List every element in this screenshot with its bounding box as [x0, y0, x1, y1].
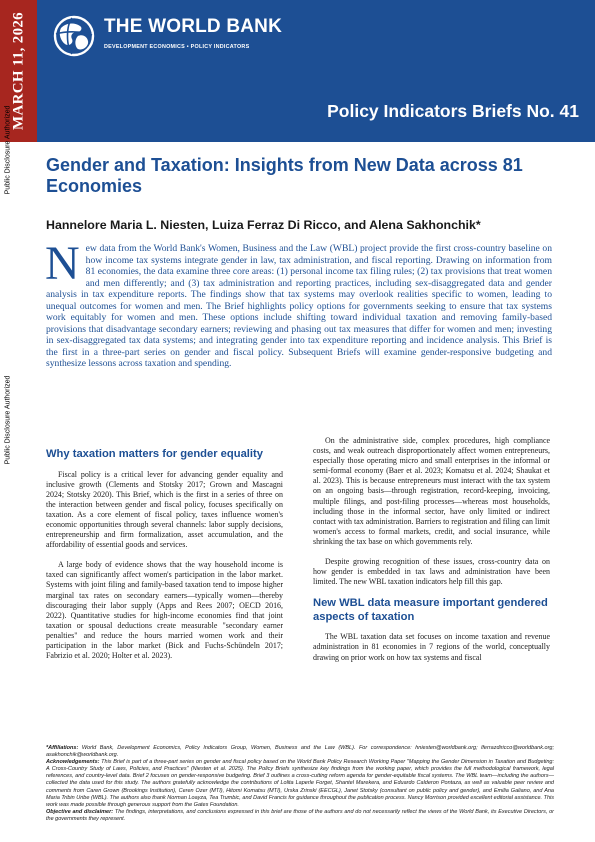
abstract-text: ew data from the World Bank's Women, Business and the Law (WBL) project provide the first cross-country baseline on how income tax systems integrate gender in law, tax administration, and fiscal reporting. Drawing on information from 81 economies, the data examine three core areas: (1) personal income tax filing rules; (2) tax provisions that treat women and men differently; and (3) tax administration and reporting practices, including sex-disaggregated data and gender analysis in tax expenditure reports. The findings show that tax systems may overlook realities specific to women, leading to unequal outcomes for women and men. The Brief highlights policy options for governments seeking to ensure that tax systems work equitably for women and men. These options include shifting toward individual taxation and removing family-based provisions that disadvantage secondary earners; reviewing and phasing out tax measures that differ for women and men; investing in sex-disaggregated tax data systems; and integrating gender into tax expenditure reporting and incidence analysis. This Brief is the first in a three-part series on gender and fiscal policy. Subsequent Briefs will examine gender-responsive budgeting and synthesize lessons across taxation and spending.: [46, 243, 552, 370]
footnote-disclaimer: Objective and disclaimer: The findings, interpretations, and conclusions expressed in this brief are those of the authors and do not necessarily reflect the views of the World Bank, its Executive Directors, or the governments they represent.: [46, 808, 555, 822]
body-paragraph: Fiscal policy is a critical lever for advancing gender equality and inclusive growth (Clements and Stotsky 2017; Grown and Mascagni 2024; Stotsky 2020). This Brief, which is the first in a series of three on the interaction between gender and fiscal policy, focuses specifically on taxation. As a core element of fiscal policy, taxes influence women's economic opportunities through several channels: labor supply decisions, entrepreneurship and firm formalization, asset accumulation, and the affordability of essential goods and services.: [46, 469, 283, 550]
abstract: [45, 237, 552, 370]
footnote-label: Acknowledgements:: [46, 759, 100, 766]
publication-date: MARCH 11, 2026: [10, 12, 27, 130]
body-paragraph: Despite growing recognition of these issues, cross-country data on how gender is embedded in tax laws and administration have been limited. The new WBL taxation indicators help fill this gap.: [313, 557, 550, 587]
logo-tagline: DEVELOPMENT ECONOMICS • POLICY INDICATORS: [104, 44, 250, 50]
world-bank-globe-icon: [52, 14, 96, 58]
drop-cap: N: [45, 237, 80, 290]
disclosure-label-top: Public Disclosure Authorized: [4, 105, 12, 195]
paper-title: Gender and Taxation: Insights from New Data across 81 Economies: [46, 155, 523, 196]
author-list: Hannelore Maria L. Niesten, Luiza Ferraz Di Ricco, and Alena Sakhonchik*: [46, 218, 481, 232]
body-paragraph: On the administrative side, complex procedures, high compliance costs, and weak outreach disproportionately affect women entrepreneurs, especially those operating micro and small enterprises in the informal or semi-formal economy (Baer et al. 2023; Komatsu et al. 2024; Shaukat et al. 2023). This is because entrepreneurs must interact with the tax system on an ongoing basis—through registration, record-keeping, invoicing, multiple filings, and post-filing processes—whereas most households, including those in the informal sector, have only limited or indirect contact with tax administration. Barriers to registration and filing can limit women's access to formal markets, credit, and social insurance, while shrinking the tax base on which governments rely.: [313, 436, 550, 546]
footnote-acknowledgements: Acknowledgements: This Brief is part of a three-part series on gender and fiscal policy based on the World Bank Policy Research Working Paper "Mapping the Gender Dimension in Taxation and Budgeting: A Cross-Country Study of Laws, Policies, and Practices" (Niesten et al. 2025). The Policy Briefs synthesize key findings from the working paper, which provides the full methodological framework, legal references, and country-level data. Brief 2 focuses on gender-responsive budgeting. Brief 3 outlines a cross-cutting reform agenda for gender-equitable fiscal systems. The WBL team—including the authors—collected the data used for this study. The authors gratefully acknowledge the contributions of Lolita Laperle Forget, Shantel Marekera, and Eduardo Calderon Pontaza, as well as valuable peer review and comments from Caren Grown (Brookings Institution), Ceren Ozer (MTI), Hitomi Komatsu (MTI), Urska Zrinski (EECGL), Janet Stotsky (consultant on public policy and gender), and Emilia Galiano, and Ana Maria Tribin Uribe (WBL). The authors also thank Norman Loayza, Tea Trumbic, and David Francis for guidance throughout the publication process. Nancy Morrison provided excellent editorial assistance. This work was made possible through generous support from the Gates Foundation.: [46, 759, 554, 808]
right-column: [313, 436, 550, 663]
series-title: Policy Indicators Briefs No. 41: [327, 101, 579, 121]
body-paragraph: The WBL taxation data set focuses on income taxation and revenue administration in 81 economies in 7 regions of the world, conceptually drawing on prior work on how tax systems and fiscal: [313, 632, 550, 662]
logo-name: THE WORLD BANK: [104, 16, 283, 37]
left-column: [46, 448, 283, 661]
footnotes: [46, 745, 554, 823]
footnote-label: *Affiliations:: [46, 745, 79, 751]
header-band: [0, 0, 595, 142]
section-heading-why-taxation: Why taxation matters for gender equality: [46, 448, 263, 460]
footnote-affiliations: *Affiliations: World Bank, Development Economics, Policy Indicators Group, Women, Business and the Law (WBL). For correspondence: hniesten@worldbank.org; lferrazdiricco@worldbank.org; asakhonchik@worldbank.org.: [46, 745, 554, 759]
section-heading-new-wbl-data: New WBL data measure important gendered aspects of taxation: [313, 597, 548, 623]
disclosure-label-middle: Public Disclosure Authorized: [4, 375, 12, 465]
body-paragraph: A large body of evidence shows that the way household income is taxed can significantly affect women's participation in the labor market. Systems with joint filing and family-based taxation tend to impose higher marginal tax rates on secondary earners—typically women—thereby discouraging their labor supply (Apps and Rees 2007; OECD 2016, 2022). Quantitative studies for high-income economies find that joint taxation or spousal deductions create measurable "secondary earner penalties" and reduce the hours married women work and their participation in the labor market (Bick and Fuchs-Schündeln 2017; Fabrizio et al. 2020; Holter et al. 2023).: [46, 560, 283, 661]
footnote-label: Objective and disclaimer:: [46, 808, 114, 815]
